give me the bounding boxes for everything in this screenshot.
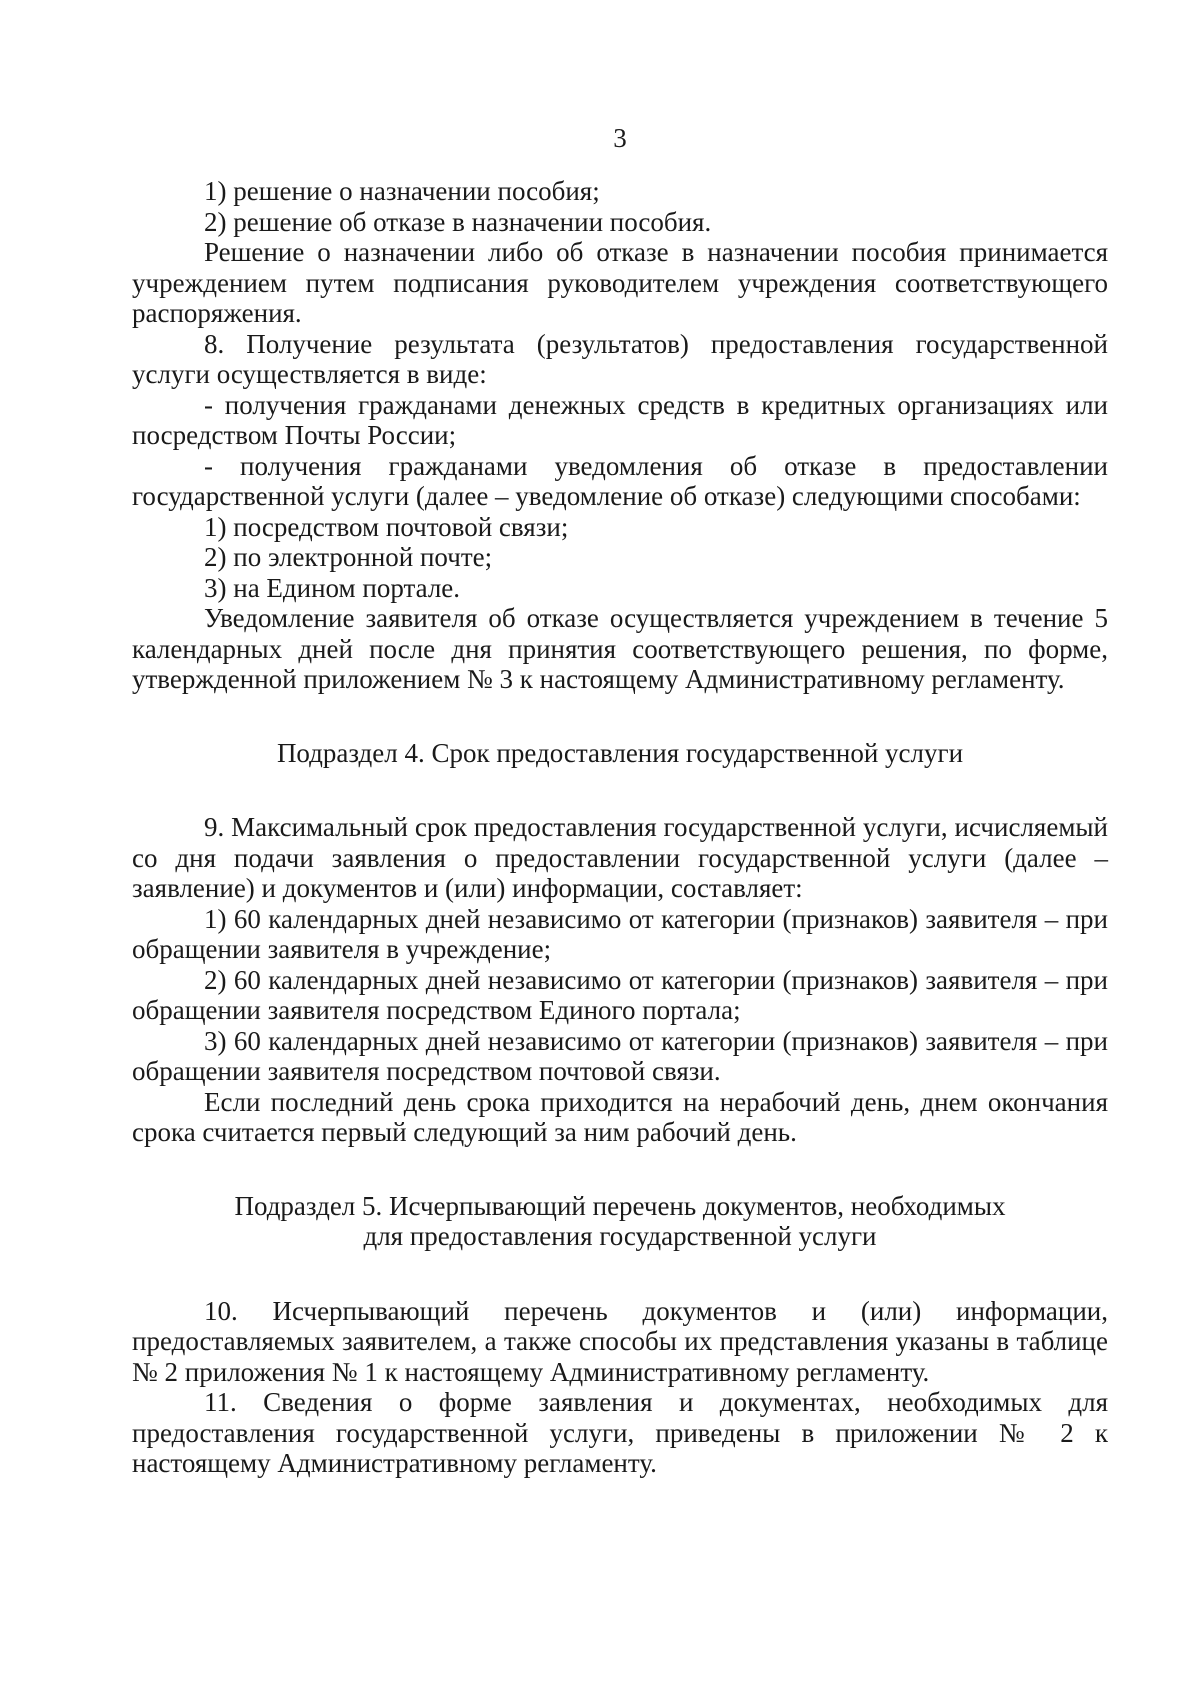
list-item-email: 2) по электронной почте;: [204, 542, 493, 572]
paragraph-refusal-notification: Уведомление заявителя об отказе осуществляется учреждением в течение 5 календарных дней после дня принятия соответствующего решения, по форме, утвержденной приложением № 3 к настоящему Административному регламенту.: [132, 603, 1108, 694]
list-item-portal: 3) на Едином портале.: [204, 572, 461, 603]
paragraph-decision-procedure: Решение о назначении либо об отказе в назначении пособия принимается учреждением путем подписания руководителем учреждения соответствующего распоряжения.: [132, 237, 1108, 328]
list-item-term-institution: 1) 60 календарных дней независимо от категории (признаков) заявителя – при обращении заявителя в учреждение;: [132, 903, 1108, 964]
page-content: [132, 176, 1108, 1479]
section-heading-4: Подраздел 4. Срок предоставления государственной услуги: [276, 737, 964, 768]
page-number: 3: [613, 123, 627, 153]
list-item-postal: 1) посредством почтовой связи;: [204, 511, 569, 542]
paragraph-item-9: 9. Максимальный срок предоставления государственной услуги, исчисляемый со дня подачи заявления о предоставлении государственной услуги (далее – заявление) и документов и (или) информации, составляет:: [132, 812, 1108, 903]
section-heading-5-line2: для предоставления государственной услуги: [363, 1221, 877, 1251]
paragraph-non-working-day: Если последний день срока приходится на нерабочий день, днем окончания срока считается первый следующий за ним рабочий день.: [132, 1086, 1108, 1147]
paragraph-item-8: 8. Получение результата (результатов) предоставления государственной услуги осуществляется в виде:: [132, 328, 1108, 389]
section-heading-5-line1: Подраздел 5. Исчерпывающий перечень документов, необходимых: [234, 1190, 1006, 1221]
bullet-funds-receipt: - получения гражданами денежных средств в кредитных организациях или посредством Почты России;: [132, 389, 1108, 450]
list-item-term-postal: 3) 60 календарных дней независимо от категории (признаков) заявителя – при обращении заявителя посредством почтовой связи.: [132, 1025, 1108, 1086]
paragraph-item-11: 11. Сведения о форме заявления и документах, необходимых для предоставления государственной услуги, приведены в приложении № 2 к настоящему Административному регламенту.: [132, 1387, 1108, 1478]
list-item-decision-grant: 1) решение о назначении пособия;: [204, 176, 600, 206]
list-item-decision-refusal: 2) решение об отказе в назначении пособия.: [204, 206, 712, 237]
list-item-term-portal: 2) 60 календарных дней независимо от категории (признаков) заявителя – при обращении заявителя посредством Единого портала;: [132, 964, 1108, 1025]
bullet-refusal-notice: - получения гражданами уведомления об отказе в предоставлении государственной услуги (далее – уведомление об отказе) следующими способами:: [132, 450, 1108, 511]
paragraph-item-10: 10. Исчерпывающий перечень документов и (или) информации, предоставляемых заявителем, а также способы их представления указаны в таблице № 2 приложения № 1 к настоящему Административному регламенту.: [132, 1295, 1108, 1387]
